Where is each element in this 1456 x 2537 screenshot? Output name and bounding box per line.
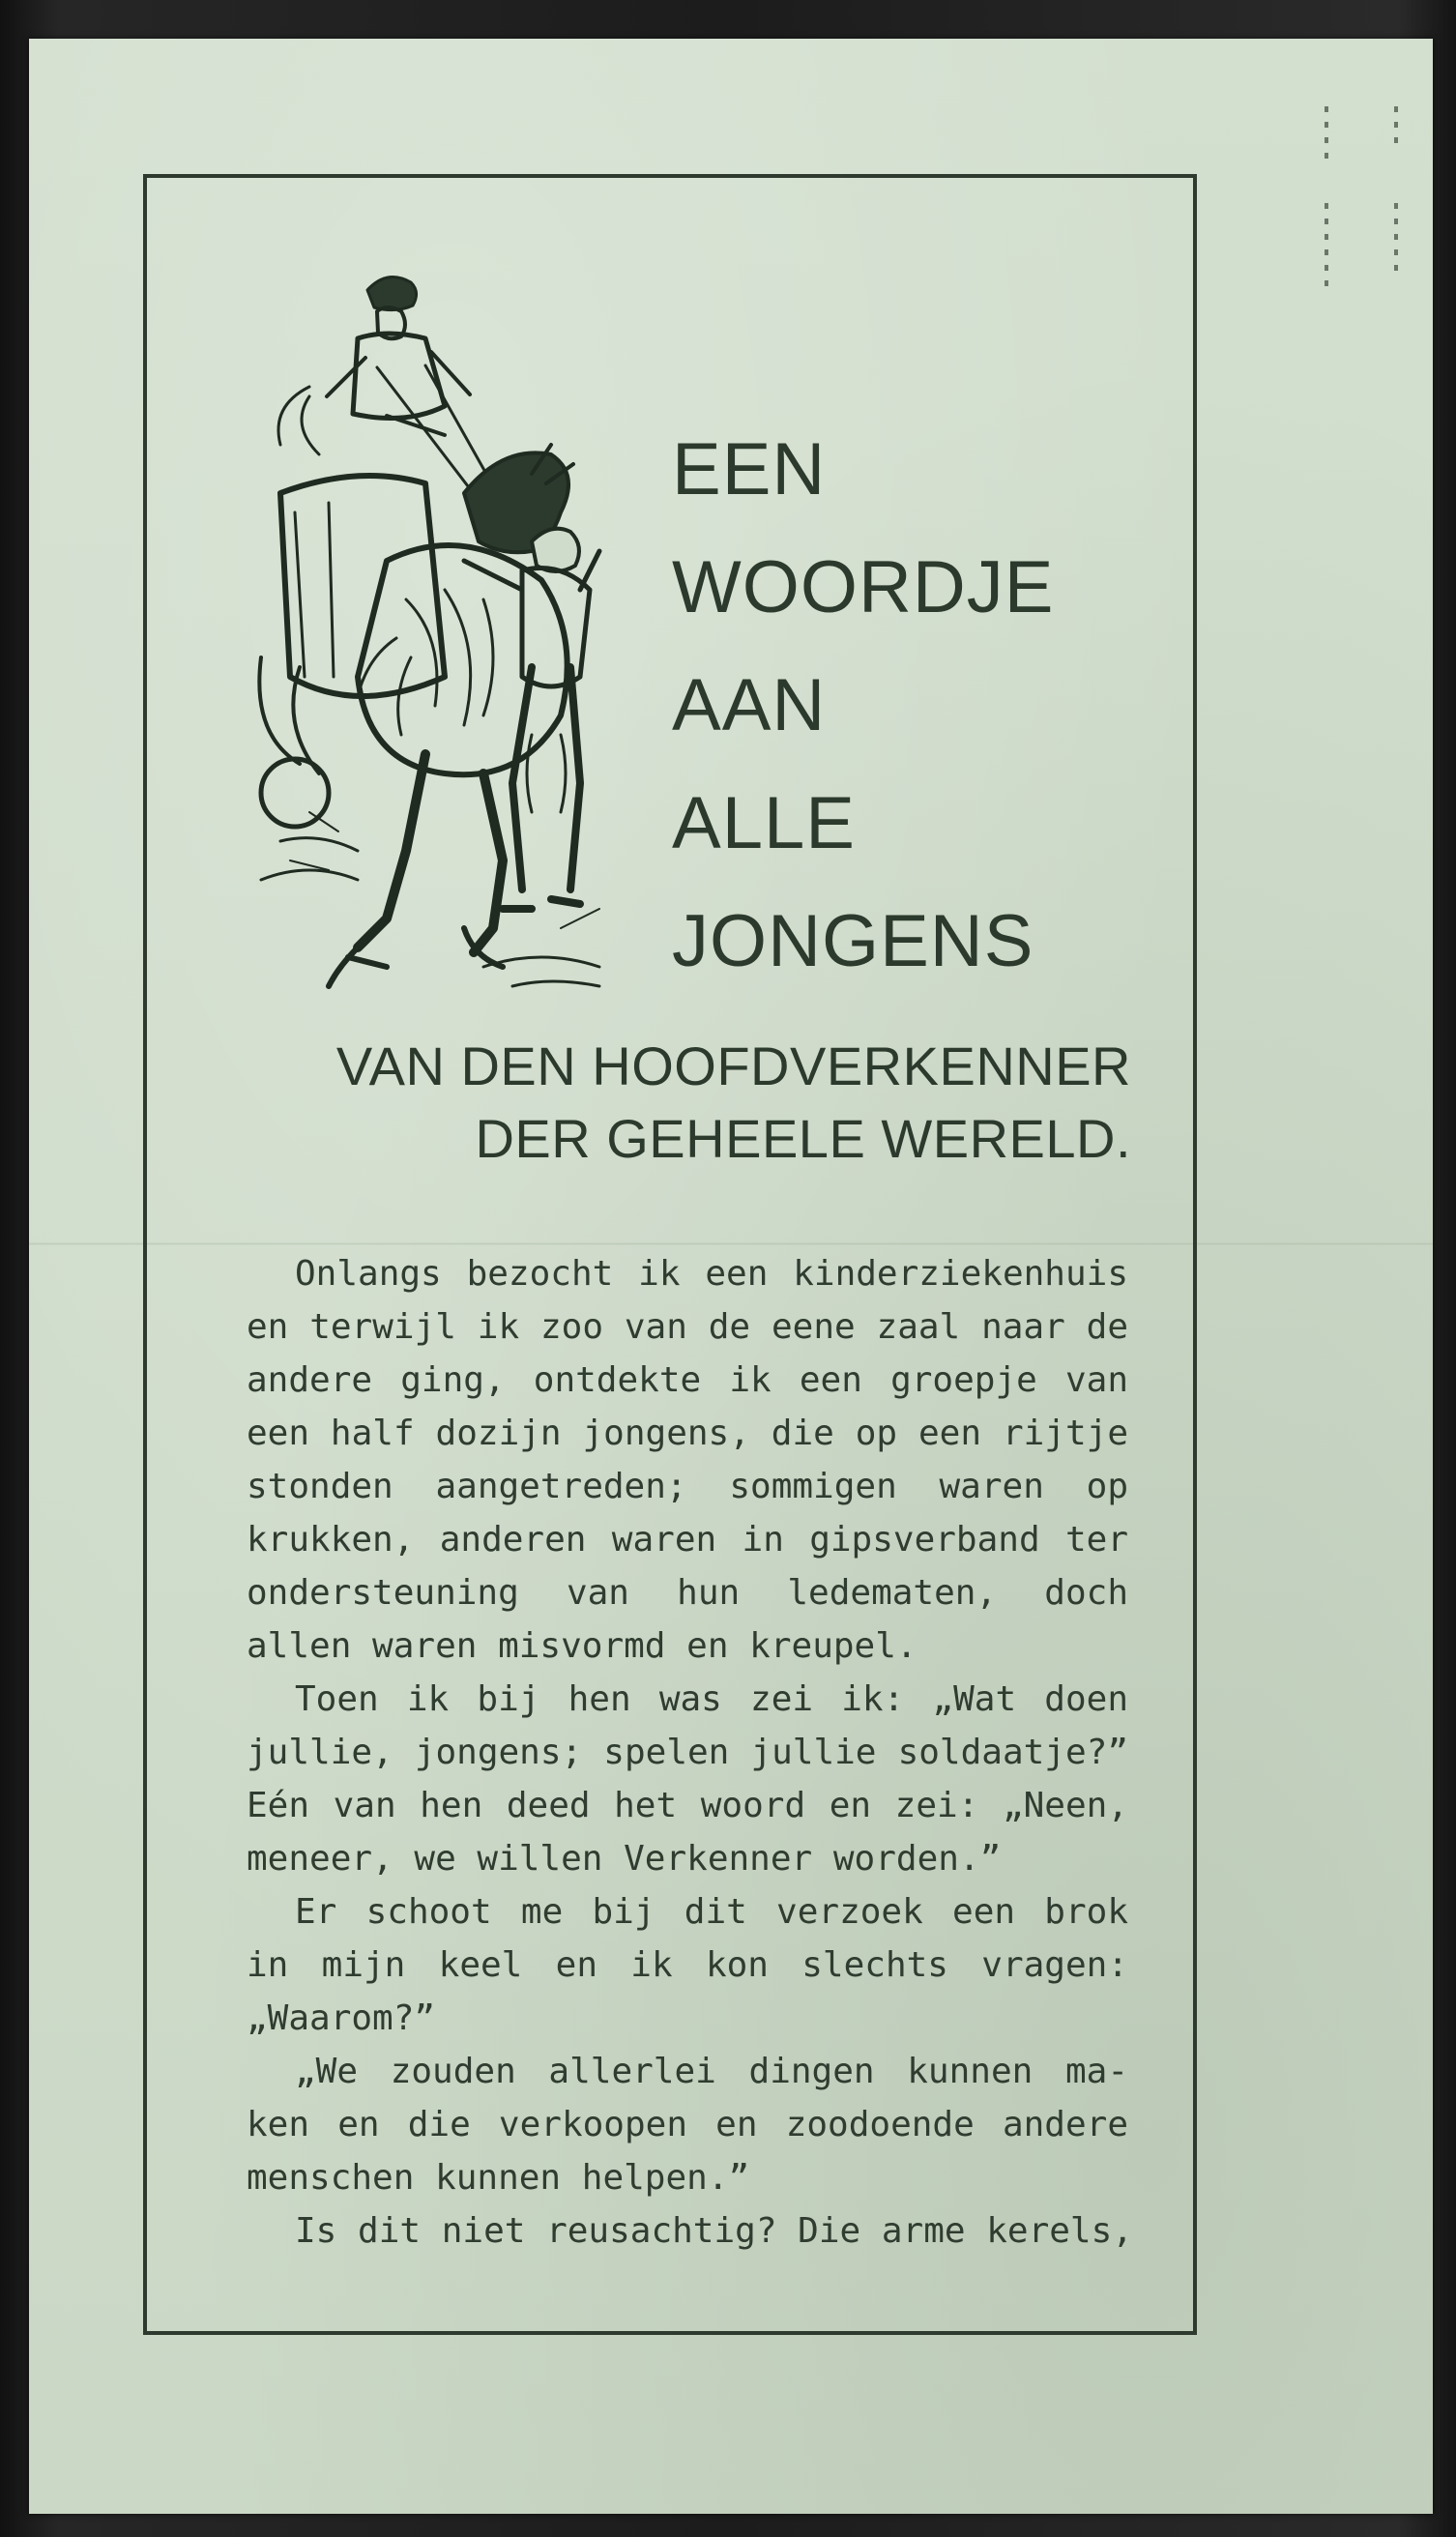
horse-rider-and-scout-engraving-icon <box>242 251 628 1006</box>
body-line: Toen ik bij hen was zei ik: „Wat doen <box>295 1679 1128 1719</box>
body-line: „Waarom?” <box>247 1998 436 2038</box>
perforation-mark <box>1394 106 1398 145</box>
perforation-mark <box>1325 106 1328 164</box>
body-line: Onlangs bezocht ik een kinderziekenhuis <box>295 1254 1128 1294</box>
body-line: stonden aangetreden; sommigen waren op <box>247 1467 1128 1506</box>
body-line: Eén van hen deed het woord en zei: „Neen, <box>247 1786 1128 1825</box>
perforation-mark <box>1394 203 1398 271</box>
title-line: WOORDJE <box>672 546 1055 628</box>
perforation-mark <box>1325 203 1328 290</box>
body-line: ken en die verkoopen en zoodoende andere <box>247 2105 1128 2144</box>
subtitle-line-1: VAN DEN HOOFDVERKENNER <box>335 1035 1131 1096</box>
body-line: andere ging, ontdekte ik een groepje van <box>247 1360 1128 1400</box>
body-line: menschen kunnen helpen.” <box>247 2158 750 2198</box>
body-line: jullie, jongens; spelen jullie soldaatje?” <box>247 1733 1128 1772</box>
body-line: allen waren misvormd en kreupel. <box>247 1626 917 1666</box>
body-line: krukken, anderen waren in gipsverband ter <box>247 1520 1128 1560</box>
body-line: ondersteuning van hun ledematen, doch <box>247 1573 1128 1613</box>
body-line: meneer, we willen Verkenner worden.” <box>247 1839 1002 1879</box>
body-line: in mijn keel en ik kon slechts vragen: <box>247 1945 1128 1985</box>
body-line: en terwijl ik zoo van de eene zaal naar de <box>247 1307 1128 1347</box>
title-line: AAN <box>672 664 827 746</box>
subtitle-line-2: DER GEHEELE WERELD. <box>475 1108 1131 1169</box>
body-line: een half dozijn jongens, die op een rijtje <box>247 1414 1128 1453</box>
body-text <box>247 1247 1133 2258</box>
body-line: Is dit niet reusachtig? Die arme kerels, <box>295 2211 1133 2251</box>
title-line: EEN <box>672 428 827 510</box>
body-line: Er schoot me bij dit verzoek een brok <box>295 1892 1128 1932</box>
title-line: JONGENS <box>672 900 1034 982</box>
title-block <box>672 411 1175 1001</box>
body-line: „We zouden allerlei dingen kunnen ma- <box>295 2052 1128 2091</box>
title-line: ALLE <box>672 782 856 864</box>
